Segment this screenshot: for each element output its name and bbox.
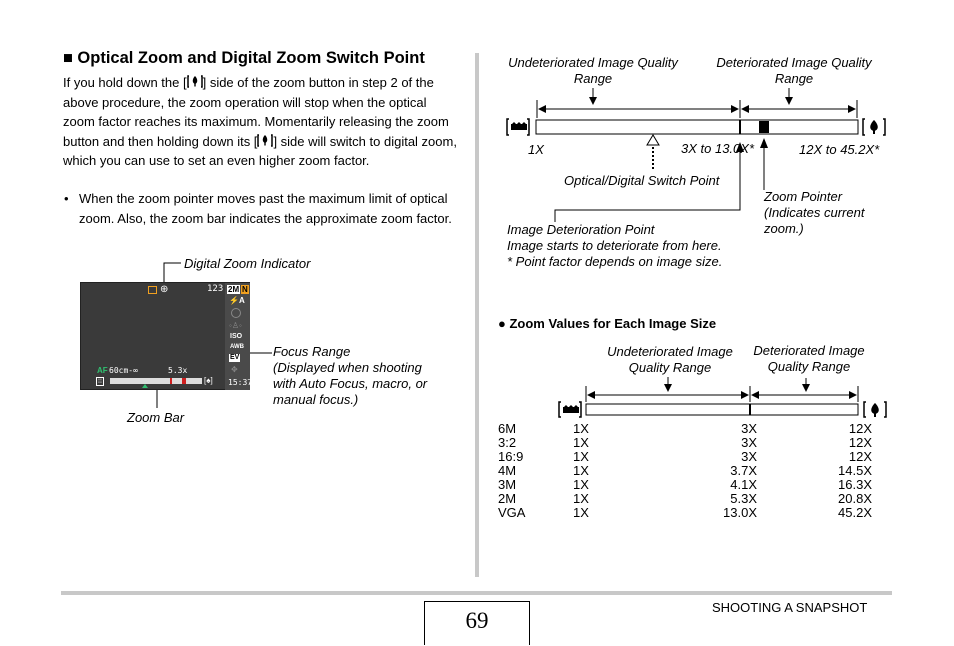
- table-cell-switch: 3X: [741, 421, 757, 436]
- zoom-pointer-label: Zoom Pointer (Indicates current zoom.): [764, 189, 865, 236]
- shot-count: 123: [207, 284, 224, 294]
- table-cell-size: 3:2: [498, 435, 517, 450]
- table-cell-min: 1X: [573, 505, 589, 520]
- table-cell-size: 6M: [498, 421, 517, 436]
- table-cell-switch: 5.3X: [730, 491, 757, 506]
- zoom-values-heading: ● Zoom Values for Each Image Size: [498, 316, 717, 331]
- table-cell-size: 4M: [498, 463, 517, 478]
- table-cell-max: 14.5X: [838, 463, 872, 478]
- image-size-badge: 2M: [228, 285, 240, 294]
- digital-zoom-indicator-label: Digital Zoom Indicator: [184, 256, 311, 271]
- deteriorated-range-label: Deteriorated Image Quality Range: [716, 55, 872, 86]
- ev-label: EV: [230, 354, 240, 361]
- page-number: 69: [465, 608, 489, 633]
- table-cell-size: 16:9: [498, 449, 524, 464]
- af-label: AF: [97, 366, 108, 375]
- flash-mode: ⚡A: [229, 296, 245, 305]
- label-mid-range: 3X to 13.0X*: [681, 141, 754, 156]
- table-cell-max: 12X: [848, 421, 872, 436]
- zoom-value: 5.3x: [168, 366, 188, 375]
- switch-point-label: Optical/Digital Switch Point: [564, 173, 720, 188]
- table-cell-max: 12X: [848, 435, 872, 450]
- table-cell-switch: 3X: [741, 435, 757, 450]
- page-number-box: [424, 601, 530, 645]
- table-cell-max: 16.3X: [838, 477, 872, 492]
- table-cell-min: 1X: [573, 435, 589, 450]
- af-area-icon: ✥: [231, 365, 238, 374]
- magnifier-icon: ⊕: [160, 284, 169, 295]
- table-cell-max: 20.8X: [838, 491, 872, 506]
- wide-icon: ⁞⁞: [98, 378, 102, 385]
- bullet-dot: •: [64, 191, 69, 206]
- face-detect-icon: ◦♙◦: [229, 321, 242, 330]
- table-cell-switch: 13.0X: [723, 505, 757, 520]
- footer-section-name: SHOOTING A SNAPSHOT: [712, 600, 868, 615]
- clock-time: 15:37: [228, 378, 253, 387]
- zoom-bar-label: Zoom Bar: [127, 410, 185, 425]
- bullet-item: • When the zoom pointer moves past the maximum limit of optical zoom. Also, the zoom bar indicates the approximate zoom factor.: [64, 191, 452, 226]
- table-undeteriorated-label: Undeteriorated Image Quality Range: [607, 344, 733, 375]
- iso-label: ISO: [230, 333, 243, 340]
- label-1x: 1X: [528, 142, 544, 157]
- table-cell-max: 12X: [848, 449, 872, 464]
- tele-icon: [♠]: [204, 376, 213, 385]
- awb-label: AWB: [230, 344, 244, 350]
- table-cell-min: 1X: [573, 449, 589, 464]
- label-max-range: 12X to 45.2X*: [799, 142, 880, 157]
- table-cell-min: 1X: [573, 463, 589, 478]
- table-cell-min: 1X: [573, 491, 589, 506]
- table-cell-min: 1X: [573, 477, 589, 492]
- table-deteriorated-label: Deteriorated Image Quality Range: [753, 343, 865, 374]
- focus-range-value: 60cm-∞: [109, 366, 138, 375]
- undeteriorated-range-label: Undeteriorated Image Quality Range: [508, 55, 678, 86]
- table-cell-switch: 4.1X: [730, 477, 757, 492]
- square-bullet-icon: ■: [63, 49, 73, 67]
- table-cell-size: VGA: [498, 505, 526, 520]
- table-cell-size: 3M: [498, 477, 517, 492]
- table-cell-size: 2M: [498, 491, 517, 506]
- table-cell-switch: 3.7X: [730, 463, 757, 478]
- deterioration-point-label: Image Deterioration Point Image starts to deteriorate from here. * Point factor depends on image size.: [507, 222, 723, 269]
- table-cell-switch: 3X: [741, 449, 757, 464]
- section-title: Optical Zoom and Digital Zoom Switch Point: [77, 49, 425, 67]
- footer-rule: [61, 591, 892, 595]
- circle-bullet-icon: ●: [498, 316, 506, 331]
- quality-badge: N: [242, 285, 248, 294]
- focus-range-label: Focus Range (Displayed when shooting with Auto Focus, macro, or manual focus.): [273, 344, 428, 407]
- section-paragraph: If you hold down the [ ] side of the zoom button in step 2 of the above procedure, the zoom operation will stop when the optical zoom factor reaches its maximum. Momentarily releasing the zoom button and then holding down its [ ] side will switch to digital zoom, which you can use to set an even higher zoom factor.: [63, 75, 457, 168]
- table-cell-min: 1X: [573, 421, 589, 436]
- table-cell-max: 45.2X: [838, 505, 872, 520]
